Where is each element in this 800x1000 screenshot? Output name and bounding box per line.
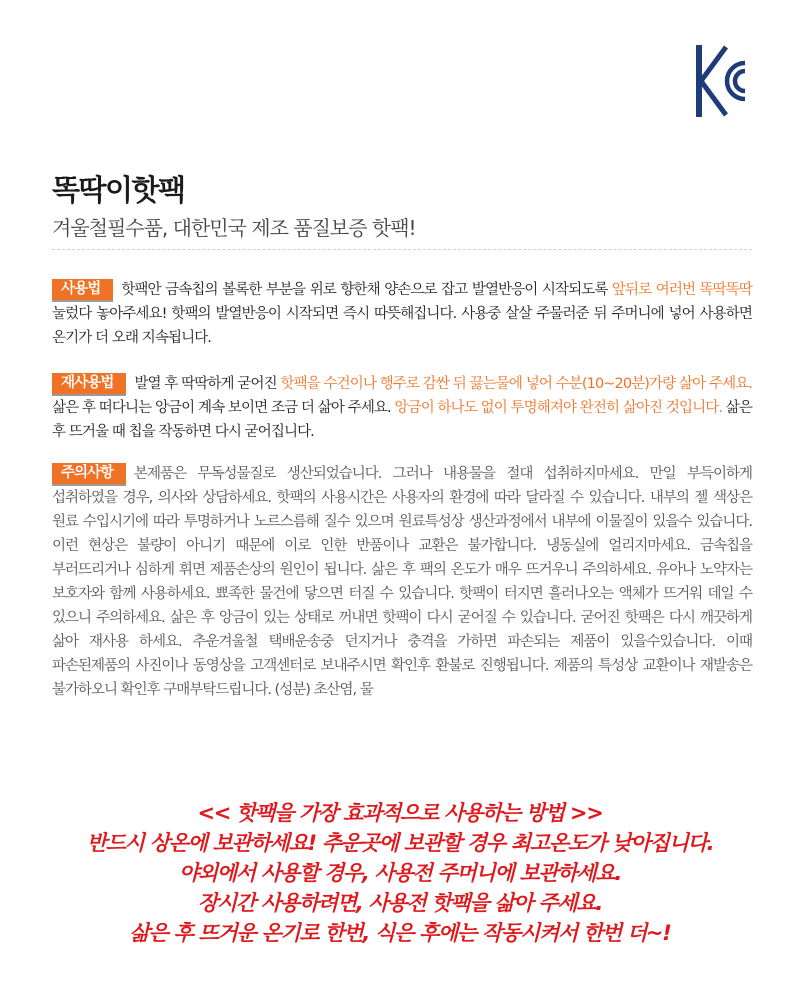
notes-section [52,462,752,702]
tips-line: 반드시 상온에 보관하세요! 추운곳에 보관할 경우 최고온도가 낮아집니다. [86,831,714,855]
tips-line: 장시간 사용하려면, 사용전 핫팩을 삶아 주세요. [197,891,603,915]
usage-badge: 사용법 [52,279,113,302]
tips-line: 야외에서 사용할 경우, 사용전 주머니에 보관하세요. [178,861,622,885]
usage-section [52,278,752,350]
tips-line: 삶은 후 뜨거운 온기로 한번, 식은 후에는 작동시켜서 한번 더~! [129,921,671,945]
reuse-highlight-2: 앙금이 하나도 없이 투명해져야 완전히 삶아진 것입니다. [394,400,723,416]
usage-text-2: 눌렀다 놓아주세요! 핫팩의 발열반응이 시작되면 즉시 따뜻해집니다. 사용중 살살 주물러준 뒤 주머니에 넣어 사용하면 온기가 더 오래 지속됩니다. [52,306,752,346]
tips-heading: << 핫팩을 가장 효과적으로 사용하는 방법 >> [197,801,603,825]
product-title: 똑딱이핫팩 [52,173,185,207]
product-subtitle: 겨울철필수품, 대한민국 제조 품질보증 핫팩! [52,216,416,240]
reuse-text-2: 삶은 후 떠다니는 앙금이 계속 보이면 조금 더 삶아 주세요. [52,400,395,416]
reuse-text-3: 삶은 후 뜨거울 때 칩을 작동하면 다시 굳어집니다. [52,400,752,440]
usage-highlight-1: 앞뒤로 여러번 똑딱똑딱 [611,282,752,298]
usage-tips [0,798,800,948]
reuse-text-1: 발열 후 딱딱하게 굳어진 [134,376,281,392]
kc-certification-icon [696,45,748,117]
reuse-section [52,372,752,444]
divider [52,249,752,250]
reuse-badge: 재사용법 [52,373,126,396]
notes-text: 본제품은 무독성물질로 생산되었습니다. 그러나 내용물을 절대 섭취하지마세요. 만일 부득이하게 섭취하였을 경우, 의사와 상담하세요. 핫팩의 사용시간은 사용자의 환경에 따라 달라질 수 있습니다. 내부의 젤 색상은 원료 수입시기에 따라 투명하거나 노르스름해 질수 있으며 원료특성상 생산과정에서 내부에 이물질이 있을수 있습니다. 이런 현상은 불량이 아니기 때문에 이로 인한 반품이나 교환은 불가합니다. 냉동실에 얼리지마세요. 금속칩을 부러뜨리거나 심하게 휘면 제품손상의 원인이 됩니다. 삶은 후 팩의 온도가 매우 뜨거우니 주의하세요. 유아나 노약자는 보호자와 함께 사용하세요. 뾰족한 물건에 닿으면 터질 수 있습니다. 핫팩이 터지면 흘러나오는 액체가 뜨거워 데일 수 있으니 주의하세요. 삶은 후 앙금이 있는 상태로 꺼내면 핫팩이 다시 굳어질 수 있습니다. 굳어진 핫팩은 다시 깨끗하게 삶아 재사용 하세요. 추운겨울철 택배운송중 던지거나 충격을 가하면 파손되는 제품이 있을수있습니다. 이때 파손된제품의 사진이나 동영상을 고객센터로 보내주시면 확인후 환불로 진행됩니다. 제품의 특성상 교환이나 재발송은 불가하오니 확인후 구매부탁드립니다. (성분) 초산염, 물 [52,466,752,698]
notes-badge: 주의사항 [52,463,126,486]
usage-text-1: 핫팩안 금속칩의 볼록한 부분을 위로 향한채 양손으로 잡고 발열반응이 시작되도록 [121,282,612,298]
reuse-highlight-1: 핫팩을 수건이나 행주로 감싼 뒤 끓는물에 넣어 수분(10~20분)가량 삶아 주세요. [280,376,752,392]
